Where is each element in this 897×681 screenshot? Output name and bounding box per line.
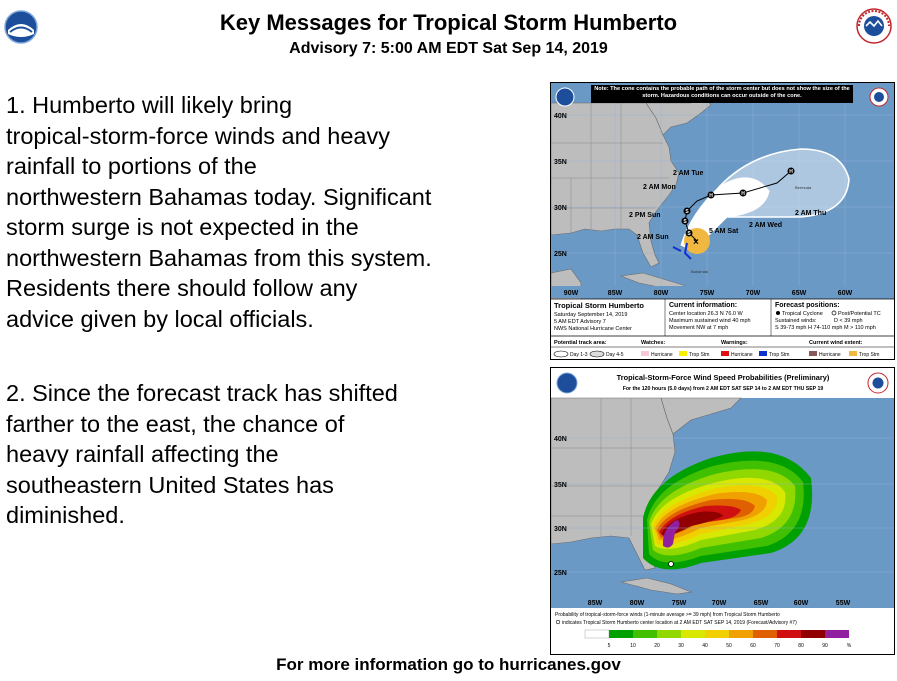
message-line: 2. Since the forecast track has shifted [6, 380, 398, 406]
info-storm-name: Tropical Storm Humberto [554, 301, 645, 310]
message-line: diminished. [6, 502, 125, 528]
message-line: Residents there should follow any [6, 275, 358, 301]
lat-label: 35N [554, 482, 567, 489]
message-line: tropical-storm-force winds and heavy [6, 122, 390, 149]
info-current-line: Movement NW at 7 mph [669, 325, 729, 331]
legend-track-area: Potential track area: [554, 340, 607, 346]
info-center: NWS National Hurricane Center [554, 326, 632, 332]
track-point-letter: H [789, 169, 793, 175]
message-line: 1. Humberto will likely bring [6, 92, 293, 118]
message-line: southeastern United States has [6, 471, 334, 498]
legend-warning-item: Hurricane [731, 352, 753, 358]
info-advisory: 5 AM EDT Advisory 7 [554, 319, 606, 325]
lat-label: 25N [554, 251, 567, 258]
storm-center [669, 562, 674, 567]
track-label: 2 AM Sun [637, 234, 669, 241]
lat-label: 40N [554, 113, 567, 120]
info-current-title: Current information: [669, 302, 738, 309]
track-label: 2 PM Sun [629, 212, 661, 219]
noaa-small-logo [557, 373, 577, 393]
track-point-letter: H [709, 193, 713, 199]
info-current-line: Center location 26.3 N 76.0 W [669, 311, 743, 317]
message-line: rainfall to portions of the [6, 153, 257, 179]
scale-label: 90 [822, 643, 828, 649]
forecast-cone-map [550, 82, 895, 360]
legend-wind-item: Hurricane [819, 352, 841, 358]
prob-title: Tropical-Storm-Force Wind Speed Probabilities (Preliminary) [616, 373, 830, 382]
legend-warning-item: Trop Stm [769, 352, 790, 358]
place-label: Bermuda [795, 185, 812, 190]
legend-warnings: Warnings: [721, 340, 748, 346]
info-forecast-item: Sustained winds: [775, 318, 817, 324]
message-line: farther to the east, the chance of [6, 410, 345, 437]
advisory-subtitle: Advisory 7: 5:00 AM EDT Sat Sep 14, 2019 [289, 40, 608, 57]
info-forecast-title: Forecast positions: [775, 302, 840, 309]
lon-label: 55W [835, 600, 851, 607]
lat-label: 35N [554, 159, 567, 166]
place-label: Bahamas [691, 269, 708, 274]
message-line: heavy rainfall affecting the [6, 441, 279, 467]
info-date: Saturday September 14, 2019 [554, 312, 628, 318]
scale-label: 50 [726, 643, 732, 649]
track-label: 2 AM Wed [749, 222, 783, 229]
track-label: 2 AM Tue [673, 170, 704, 177]
prob-color-scale [585, 630, 849, 638]
key-message-2 [6, 378, 541, 531]
message-line: storm surge is not expected in the [6, 214, 359, 240]
lat-label: 25N [554, 570, 567, 577]
legend-day45: Day 4-5 [606, 352, 624, 358]
scale-label: 70 [774, 643, 780, 649]
scale-label: 20 [654, 643, 660, 649]
lon-label: 85W [587, 600, 603, 607]
track-label: 2 AM Mon [643, 184, 676, 191]
track-point-letter: S [683, 219, 687, 225]
legend-watch-item: Hurricane [651, 352, 673, 358]
prob-caption: indicates Tropical Storm Humberto center location at 2 AM EDT SAT SEP 14, 2019 (Forecast/Advisory #7) [562, 620, 797, 626]
lat-label: 30N [554, 526, 567, 533]
lon-label: 65W [753, 600, 769, 607]
scale-label: 5 [607, 643, 611, 649]
lon-label: 60W [793, 600, 809, 607]
scale-label: 30 [678, 643, 684, 649]
legend-watch-item: Trop Stm [689, 352, 710, 358]
page-title: Key Messages for Tropical Storm Humberto [219, 10, 678, 35]
lat-label: 40N [554, 436, 567, 443]
legend-wind-extent: Current wind extent: [809, 340, 863, 346]
lon-label: 75W [699, 290, 715, 297]
legend-day13: Day 1-3 [570, 352, 588, 358]
scale-label: 80 [798, 643, 804, 649]
message-line: northwestern Bahamas today. Significant [6, 183, 432, 210]
legend-wind-item: Trop Stm [859, 352, 880, 358]
noaa-small-logo [556, 88, 574, 106]
info-forecast-item: Post/Potential TC [838, 311, 881, 317]
message-line: advice given by local officials. [6, 305, 314, 332]
info-current-line: Maximum sustained wind 40 mph [669, 318, 751, 324]
info-forecast-item: D < 39 mph [834, 318, 863, 324]
wind-probability-map [550, 367, 895, 655]
lon-label: 85W [607, 290, 623, 297]
info-forecast-item: S 39-73 mph H 74-110 mph M > 110 mph [775, 325, 876, 331]
message-line: northwestern Bahamas from this system. [6, 244, 432, 271]
lon-label: 80W [653, 290, 669, 297]
lon-label: 70W [745, 290, 761, 297]
lon-label: 60W [837, 290, 853, 297]
scale-label: 10 [630, 643, 636, 649]
lat-label: 30N [554, 205, 567, 212]
cone-note: Note: The cone contains the probable path of the storm center but does not show the size of the storm. Hazardous conditions can occur outside of the cone. [591, 85, 853, 103]
current-position-x: × [693, 237, 699, 248]
lon-label: 75W [671, 600, 687, 607]
legend-watches: Watches: [641, 340, 666, 346]
scale-label: 60 [750, 643, 756, 649]
track-label: 2 AM Thu [795, 210, 827, 217]
lon-label: 90W [563, 290, 579, 297]
track-label: 5 AM Sat [709, 228, 739, 235]
scale-label: % [846, 643, 852, 649]
lon-label: 65W [791, 290, 807, 297]
scale-label: 40 [702, 643, 708, 649]
lon-label: 80W [629, 600, 645, 607]
lon-label: 70W [711, 600, 727, 607]
info-forecast-item: Tropical Cyclone [782, 311, 823, 317]
prob-subtitle: For the 120 hours (5.0 days) from 2 AM EDT SAT SEP 14 to 2 AM EDT THU SEP 19 [622, 386, 824, 392]
prob-caption: Probability of tropical-storm-force winds (1-minute average >= 39 mph) from Tropical Storm Humberto [555, 612, 780, 618]
footer-link-text: For more information go to hurricanes.gov [276, 655, 621, 674]
track-point-letter: H [741, 191, 745, 197]
key-message-1 [6, 90, 541, 334]
track-point-letter: S [687, 231, 691, 237]
track-point-letter: S [685, 209, 689, 215]
